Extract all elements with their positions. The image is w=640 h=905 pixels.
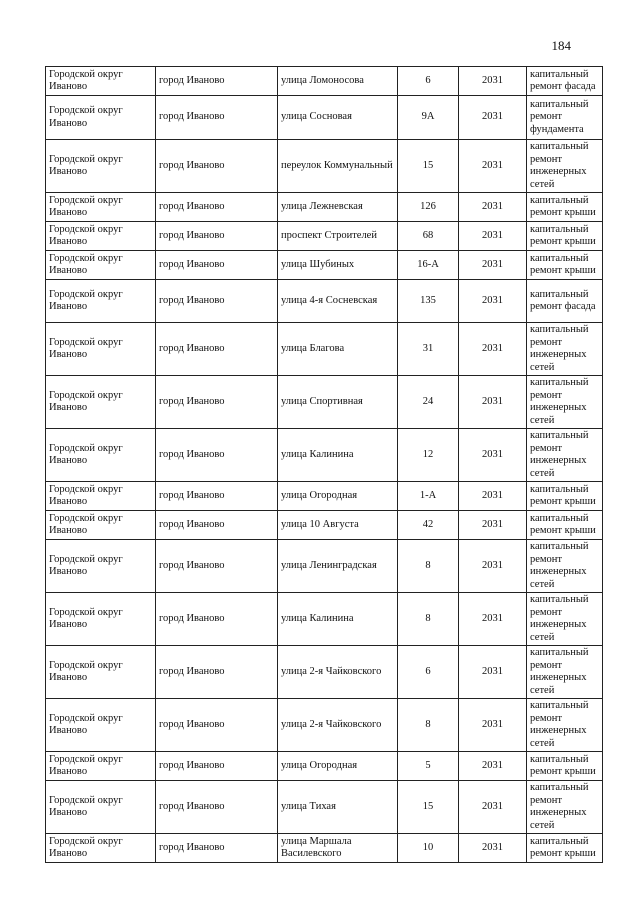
cell-work-type: капитальный ремонт инженерных сетей bbox=[527, 376, 603, 429]
cell-municipal-district: Городской округ Иваново bbox=[46, 251, 156, 280]
table-row bbox=[46, 323, 603, 376]
cell-city: город Иваново bbox=[156, 376, 278, 429]
table-row bbox=[46, 593, 603, 646]
table-row bbox=[46, 96, 603, 140]
cell-municipal-district: Городской округ Иваново bbox=[46, 429, 156, 482]
cell-house-number: 10 bbox=[398, 834, 459, 863]
cell-municipal-district: Городской округ Иваново bbox=[46, 646, 156, 699]
cell-street: улица Калинина bbox=[278, 593, 398, 646]
cell-work-type: капитальный ремонт крыши bbox=[527, 511, 603, 540]
table-row bbox=[46, 646, 603, 699]
table-row bbox=[46, 193, 603, 222]
cell-city: город Иваново bbox=[156, 140, 278, 193]
cell-work-type: капитальный ремонт фундамента bbox=[527, 96, 603, 140]
cell-house-number: 15 bbox=[398, 781, 459, 834]
cell-house-number: 1-А bbox=[398, 482, 459, 511]
table-body bbox=[46, 67, 603, 863]
table-row bbox=[46, 482, 603, 511]
cell-municipal-district: Городской округ Иваново bbox=[46, 222, 156, 251]
cell-year: 2031 bbox=[459, 96, 527, 140]
cell-year: 2031 bbox=[459, 376, 527, 429]
cell-house-number: 16-А bbox=[398, 251, 459, 280]
cell-city: город Иваново bbox=[156, 781, 278, 834]
cell-house-number: 12 bbox=[398, 429, 459, 482]
cell-work-type: капитальный ремонт крыши bbox=[527, 752, 603, 781]
cell-municipal-district: Городской округ Иваново bbox=[46, 781, 156, 834]
cell-street: улица Благова bbox=[278, 323, 398, 376]
cell-street: улица Калинина bbox=[278, 429, 398, 482]
cell-work-type: капитальный ремонт крыши bbox=[527, 834, 603, 863]
cell-city: город Иваново bbox=[156, 540, 278, 593]
cell-house-number: 15 bbox=[398, 140, 459, 193]
cell-municipal-district: Городской округ Иваново bbox=[46, 323, 156, 376]
cell-street: улица Тихая bbox=[278, 781, 398, 834]
cell-street: улица 2-я Чайковского bbox=[278, 699, 398, 752]
cell-city: город Иваново bbox=[156, 323, 278, 376]
cell-year: 2031 bbox=[459, 540, 527, 593]
cell-year: 2031 bbox=[459, 251, 527, 280]
cell-street: улица Лежневская bbox=[278, 193, 398, 222]
cell-year: 2031 bbox=[459, 193, 527, 222]
cell-year: 2031 bbox=[459, 140, 527, 193]
table-row bbox=[46, 251, 603, 280]
cell-municipal-district: Городской округ Иваново bbox=[46, 834, 156, 863]
table-row bbox=[46, 429, 603, 482]
table-row bbox=[46, 781, 603, 834]
table-row bbox=[46, 140, 603, 193]
cell-municipal-district: Городской округ Иваново bbox=[46, 140, 156, 193]
cell-municipal-district: Городской округ Иваново bbox=[46, 96, 156, 140]
cell-house-number: 6 bbox=[398, 67, 459, 96]
cell-house-number: 42 bbox=[398, 511, 459, 540]
cell-work-type: капитальный ремонт инженерных сетей bbox=[527, 540, 603, 593]
cell-municipal-district: Городской округ Иваново bbox=[46, 280, 156, 323]
cell-year: 2031 bbox=[459, 323, 527, 376]
cell-year: 2031 bbox=[459, 280, 527, 323]
cell-city: город Иваново bbox=[156, 251, 278, 280]
table-row bbox=[46, 752, 603, 781]
cell-house-number: 8 bbox=[398, 699, 459, 752]
cell-city: город Иваново bbox=[156, 482, 278, 511]
cell-year: 2031 bbox=[459, 834, 527, 863]
cell-work-type: капитальный ремонт инженерных сетей bbox=[527, 323, 603, 376]
table-row bbox=[46, 834, 603, 863]
table-row bbox=[46, 699, 603, 752]
cell-municipal-district: Городской округ Иваново bbox=[46, 511, 156, 540]
cell-street: улица Ленинградская bbox=[278, 540, 398, 593]
cell-house-number: 5 bbox=[398, 752, 459, 781]
cell-city: город Иваново bbox=[156, 193, 278, 222]
cell-city: город Иваново bbox=[156, 222, 278, 251]
cell-work-type: капитальный ремонт крыши bbox=[527, 482, 603, 511]
cell-street: улица 4-я Сосневская bbox=[278, 280, 398, 323]
cell-city: город Иваново bbox=[156, 280, 278, 323]
cell-work-type: капитальный ремонт фасада bbox=[527, 280, 603, 323]
cell-street: улица Спортивная bbox=[278, 376, 398, 429]
cell-street: улица Огородная bbox=[278, 482, 398, 511]
cell-year: 2031 bbox=[459, 646, 527, 699]
table-row bbox=[46, 511, 603, 540]
cell-year: 2031 bbox=[459, 482, 527, 511]
cell-street: улица 2-я Чайковского bbox=[278, 646, 398, 699]
cell-year: 2031 bbox=[459, 429, 527, 482]
cell-municipal-district: Городской округ Иваново bbox=[46, 699, 156, 752]
cell-year: 2031 bbox=[459, 593, 527, 646]
cell-municipal-district: Городской округ Иваново bbox=[46, 193, 156, 222]
cell-street: улица Сосновая bbox=[278, 96, 398, 140]
cell-city: город Иваново bbox=[156, 429, 278, 482]
cell-house-number: 135 bbox=[398, 280, 459, 323]
cell-house-number: 6 bbox=[398, 646, 459, 699]
cell-work-type: капитальный ремонт крыши bbox=[527, 222, 603, 251]
cell-city: город Иваново bbox=[156, 593, 278, 646]
cell-municipal-district: Городской округ Иваново bbox=[46, 376, 156, 429]
cell-city: город Иваново bbox=[156, 699, 278, 752]
cell-work-type: капитальный ремонт инженерных сетей bbox=[527, 593, 603, 646]
cell-work-type: капитальный ремонт инженерных сетей bbox=[527, 140, 603, 193]
cell-street: улица Шубиных bbox=[278, 251, 398, 280]
cell-municipal-district: Городской округ Иваново bbox=[46, 593, 156, 646]
table-row bbox=[46, 67, 603, 96]
cell-year: 2031 bbox=[459, 67, 527, 96]
cell-work-type: капитальный ремонт крыши bbox=[527, 193, 603, 222]
cell-street: улица Ломоносова bbox=[278, 67, 398, 96]
cell-house-number: 31 bbox=[398, 323, 459, 376]
table-row bbox=[46, 540, 603, 593]
table-row bbox=[46, 376, 603, 429]
cell-work-type: капитальный ремонт инженерных сетей bbox=[527, 646, 603, 699]
cell-municipal-district: Городской округ Иваново bbox=[46, 67, 156, 96]
cell-house-number: 9А bbox=[398, 96, 459, 140]
cell-city: город Иваново bbox=[156, 834, 278, 863]
cell-municipal-district: Городской округ Иваново bbox=[46, 540, 156, 593]
cell-work-type: капитальный ремонт инженерных сетей bbox=[527, 429, 603, 482]
cell-work-type: капитальный ремонт крыши bbox=[527, 251, 603, 280]
cell-work-type: капитальный ремонт инженерных сетей bbox=[527, 699, 603, 752]
cell-year: 2031 bbox=[459, 511, 527, 540]
cell-street: переулок Коммунальный bbox=[278, 140, 398, 193]
cell-city: город Иваново bbox=[156, 646, 278, 699]
table-row bbox=[46, 280, 603, 323]
cell-street: улица Огородная bbox=[278, 752, 398, 781]
cell-house-number: 24 bbox=[398, 376, 459, 429]
cell-city: город Иваново bbox=[156, 96, 278, 140]
cell-year: 2031 bbox=[459, 781, 527, 834]
cell-house-number: 8 bbox=[398, 540, 459, 593]
cell-street: проспект Строителей bbox=[278, 222, 398, 251]
cell-work-type: капитальный ремонт фасада bbox=[527, 67, 603, 96]
cell-house-number: 68 bbox=[398, 222, 459, 251]
cell-work-type: капитальный ремонт инженерных сетей bbox=[527, 781, 603, 834]
cell-year: 2031 bbox=[459, 222, 527, 251]
cell-city: город Иваново bbox=[156, 752, 278, 781]
page-number: 184 bbox=[551, 38, 571, 53]
cell-street: улица 10 Августа bbox=[278, 511, 398, 540]
cell-house-number: 8 bbox=[398, 593, 459, 646]
repair-schedule-table bbox=[45, 66, 603, 863]
cell-year: 2031 bbox=[459, 699, 527, 752]
cell-city: город Иваново bbox=[156, 67, 278, 96]
cell-street: улица Маршала Василевского bbox=[278, 834, 398, 863]
cell-year: 2031 bbox=[459, 752, 527, 781]
cell-municipal-district: Городской округ Иваново bbox=[46, 752, 156, 781]
table-row bbox=[46, 222, 603, 251]
cell-municipal-district: Городской округ Иваново bbox=[46, 482, 156, 511]
cell-city: город Иваново bbox=[156, 511, 278, 540]
cell-house-number: 126 bbox=[398, 193, 459, 222]
